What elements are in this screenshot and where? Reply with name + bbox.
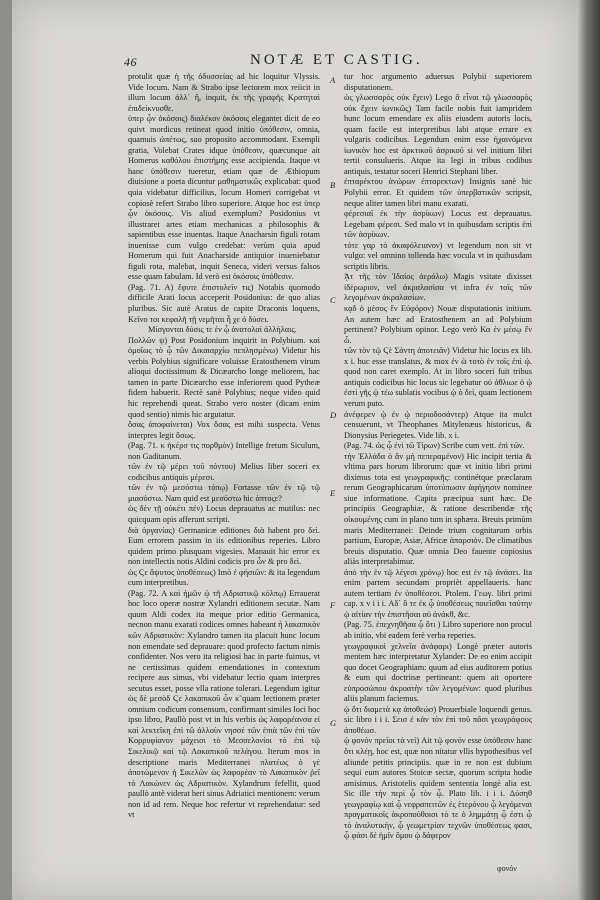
paragraph: ὡς δὲν τῇ οὐκέτι πέν) Locus deprauatus ac mutilus: nec quicquam opis afferunt scripti. xyxy=(128,504,320,524)
paragraph: ᾠ ὅτι διαμετὰ κᾳ ἀποθεώσ) Prouerbiale loquendi genus. sic libro i i i. Σεισ ἐ κἀν τὸν ἐπὶ τοῦ πᾶσι γεωγράφους ἀποθέωσ. xyxy=(344,704,532,735)
right-column xyxy=(344,72,532,842)
paragraph: ἀπό τὴν ἐν τῷ λέγεσι χρόνῳ) hoc est ἐν τῷ ἀνάσει. Ita enim partem secundam proprièt appellaueris. hanc autem tertiam ἐν ὑποθέσεσι. Ptolem. Γεωγ. libri primi cap. x v i i i. Αδ᾽ ὃ τε ἐκ ᾧ ὑποθέσεως ποιεῖσθαι ταύτην ᾠ αἰτίαν τὴν ἐπιστῆσαι αὐ ἀνάκθ, &c. xyxy=(344,567,532,619)
paragraph: ὡς γλωσσαρὸς οὐκ ἔχειν) Lego ἃ εἶναι τῷ γλωσσαρὸς οὐκ ἔχειν ἰωνικῶς) Tam facile nobis fuit iampridem hunc locum emendare ex aliis eiusdem autoris locis, quam facile est interpretibus labi atque errare ex vulgaris codicibus. Legendum enim esse ἠχαινόμενα ἰωνικὸν hoc est ἀρκτικοῦ ἀσρικοῦ si vel initium libri tertii consulueris. Atque ita legi in tribus codibus antiquis, testatur soceri Henrici Stephani liber. xyxy=(344,93,532,176)
paragraph: protulit quæ ἡ τῆς ὀδυσσείας ad hic loquitur Vlyssis. Vide locum. Nam & Strabo ipse lectorem mox reiicit in illum locum ἀλλ᾽ ἥ, inquit, ἐκ τῆς γραφῆς Κρατηταὶ ἐπιδείκνυσθε. xyxy=(128,72,320,113)
paragraph: φέρεσιαῖ ἐκ τὴν ἀσρίκων) Locus est deprauatus. Legebam φέρεσι. Sed malo vt in quibusdam scriptis ἐπὶ τῶν ἀσρίκων. xyxy=(344,209,532,240)
page-number: 46 xyxy=(124,55,137,69)
paragraph: (Pag. 71. κ ἠκέρσ τις πορθμὸν) Intellige fretum Siculum, non Gaditanum. xyxy=(128,441,320,461)
paragraph: (Pag. 74. ὡς ᾧ ἐνὶ τῶ Τίρων) Scribe cum vett. ἐπὶ τῶν. xyxy=(344,441,525,451)
paragraph: tur hoc argumento aduersus Polybii superiorem disputationem. xyxy=(344,72,532,92)
paragraph: ᾈτ τῆς τὸν Ἰδαίος ἀεράλω) Magis vsitate dixisset ἰδὲρωριον, vel ἀκραλασὶσα vt infra ἐν τοῖς τῶν λεγομένων ἀκραλασίων. xyxy=(344,272,532,303)
paragraph: ἐπταρέκτου ἀνώρων ἐπταρεκτων) Insignis sanè hic Polybii error. Et quidem τῶν ὑπερβατικῶν scripsit, neque aliter tamen libri manu exarati. xyxy=(344,177,532,208)
paragraph: ὑπερ ᾧν ὁκόσοις) διαλέκον ὁκόσοις elegantet dicit de eo quivt mordicus retineat quod initio ὑπόθεσιν, omnia, quamuis ὡπέτως, suo proposito accommodant. Exempli gratia, Volebat Crates idque ὑπόθεσιν, quæcunque ait Homerus καθόλου ἐπιστήμης esse accipienda. Itaque vt hanc ὑπόθεσιν tueretur, etiam quæ de Æthiopum diuisione a poeta dicuntur μαθηματικῶς explicabat: quod quia videbatur difficilius, locum Homeri corrigebat vt copiosè refert Strabo libro superiore. Atque hoc est ὑπερ ᾧν ὁκόσοις. Vis aliud exemplum? Posidonius vt illustraret artes etiam mechanicas a philosophis & sapientibus esse inuentas. Itaque Anacharsin figuli rotam inuenisse cum vulgo credebat: verùm quia apud Homerum qui fuit Anacharside antiquior inueniebatur figuli rota, malebat, inquit Seneca, videri versus falsos esse quam fabulam. Id verò est ὁκόσοις ὑπόθεσιν. xyxy=(128,114,320,282)
paragraph: (Pag. 72. A καὶ ἡμῶν ᾠ τῆ Αδριατικῷ κόλπῳ) Errauerat hoc loco operæ nostræ Xylandri editionem secutæ. Nam quum Aldi codex ita meque prior editio Germanica, necnon manu exarati codices omnes habeant ἡ λακαπικὸν κῶν Αδριατικὸν: Xylandro tamen ita placuit hunc locum non emendate sed deprauare: quod profecto factum nimis confidenter. Nos vero ita religiosi hac in parte fuimus, vt ne certissimas quidem emendationes in contextum recipere aus simus, vbi videbatur lectio quam interpres secutus esset, posse vlla ratione tolerari. Legendum igitur ὡς δὲ μεσὸδ Ϛε λακαπικοῦ ὧν κ̃ quam lectionem præter omnium codicum consensum, confirmant similes loci hoc ipso libro, Paullò post vt in his verbis ὡς λαφορέανσα εἰ καὶ λεκτεῖκη ἐπὶ τῶ ἀλλοὺν νησσὲ τῶν ἐπιὰ τῶν ἐπὶ τῶν Κορρυφίανον μάχεισι τὸ Μεσσελονίοι τὸ ἐπὶ τῷ Σικελικῷ καὶ τῷ Λακαπικοῦ πελάγου. Iterum mox in descriptione maris Mediterranei πλατέως ὁ γὲ ἀποτώμενον ἡ Σικελῶν ὡς λαφορέαν τὸ Λακαπικὸν ῥεῖ τὸ Λακώνεν ὡς Αδριατικὸν. Xylandrum fefellit, quod paullò antè viderat heri sinus Adriatici mentionem: verum non id ad rem. Neque hoc refertur vt reprehendatur: sed vt xyxy=(128,588,320,820)
margin-letter-a: A xyxy=(330,75,336,85)
running-title: NOTÆ ET CASTIG. xyxy=(250,52,423,68)
page-fore-edge xyxy=(578,0,600,900)
paragraph: ὅσας ἀποφαίνεται) Vox ὅσας est mihi suspecta. Vetus interpres legit ὅσως. xyxy=(128,420,320,440)
margin-letter-c: C xyxy=(330,295,336,305)
margin-letter-f: F xyxy=(330,600,336,610)
paragraph: Μίσγονται δύσις τε ἐν ᾧ ἀνατολαί ἀλλήλαις. xyxy=(148,325,297,335)
paragraph: ὡς Ϛε ἄψυτος ὑποθέσεως) Imò ἐ φήσιῶν: & ita legendum cum interpretibus. xyxy=(128,567,320,588)
paragraph: τῶν ἐν τῷ μέρει τοῦ πόντου) Melius liber soceri ex codicibus antiquis μέρεσι. xyxy=(128,462,320,482)
paragraph: (Pag. 71. A) ἔφυτε ἐπιστολεῖν τις) Notabis quomodo difficile Arati locus acceperit Posidonius: de quo alias pluribus. Sic autè Aratus de capite Draconis loquens, Κεῖνο τοι κεφαλῆ τῇ νεμῆται ἦ χε ὁ δύσει. xyxy=(128,282,320,324)
paragraph: Πολλῶν ψ) Post Posidonium inquirit in Polybium. καὶ ὁμοῖως τὸ ᾧ τῶν Δικαιαρχίω πεπλησμένω) Videtur his verbis Polybius significare voluisse Eratosthenem virum alioqui doctissimum & Dicæarcho longe meliorem, hac tamen in parte Dicæarcho esse inferiorem quod Pytheæ fidem habuerit. Rectè sanè Polybius; neque video quid hic reprehendi queat. Strabo vero noster (dicam enim quod sentio) nimis hic argutatur. xyxy=(128,335,320,419)
left-column xyxy=(128,72,320,821)
paragraph: τὴν Ἐλλάδα ὁ ἂν μὴ πεπεραμένον) Hic incipit tertia & vltima pars horum librorum: quæ vt initio libri primi diximus tota est γεωγραφικῆς: continétque præclaram rerum Geographicarum ὑποτύπωσιν ἀφήγησιν nominee siue informatione. Capita præcipua sunt hæc. De principiis Geographiæ, & ratione describendæ τῆς οἰκουμένης cum in plano tum in sphæra. Breuis primùm maris Mediterranei: Deinde trium cognitarum orbis partium, Europæ, Asiæ, Africæ ἀπαρσιόν. De climatibus breuis disputatio. Quæ omnia Deo fauente copiosius aliàs interpretabimur. xyxy=(344,451,532,567)
paragraph: ἀνέφερεν ᾠ ἐν ᾠ περιοδοσάντερ) Atque ita mulct censuerunt, vt Theophanes Mitylenæus historicus, & Dionysius Periegetes. Vide lib. x i. xyxy=(344,409,532,440)
catchword: φονόν xyxy=(497,864,517,873)
paragraph: κᾳδ ὁ μέσος ἔν Εὐφόρον) Nouæ disputationis initium. An autem hæc ad Eratosthenem an ad Polybium pertinent? Polybium opinor. Lego verò Κα ἐν μέσῳ ἕν ὦ. xyxy=(344,304,532,345)
paragraph: (Pag. 75. ἐπεχνηθῆσα ᾧ ὅτι ) Libro superiore non procul ab initio, vbi eadem ferè verba reperies. xyxy=(344,620,532,640)
paragraph: διὰ ὀργανίας) Germanicæ editiones διὰ habent pro δεὶ. Eum errorem passim in iis editionibus reperies. Libro quidem primo plusquam vigesies. Manauit hic error ex non intellectis notis Aldini codicis pro ὧν & pro δεὶ. xyxy=(128,525,320,567)
paragraph: τῶν τὸν τῷ Ϛὲ Σάντη ἀποτειᾶν) Videtur hic locus ex lib. x i. huc esse translatus, & mox ἐν ὡ τοτὸ ἐν τοῖς ἐπὶ ᾠ. quod non caret exemplo. At in libro soceri fuit tribus antiquis codicibus hic locus sic legebatur οὐ ἀθλιωε ὁ ᾠ ἐστὶ γῆς ᾠ τέω sublatis vocibus ᾠ ὁ δεὶ, quam lectionem verum puto. xyxy=(344,346,532,408)
paragraph: τότε γαρ τὸ ἀκαφόλειανον) vt legendum non sit vt vulgo: vel omnino tollenda hæc vocula vt in quibusdam scriptis libris. xyxy=(344,240,532,271)
paragraph: τῶν ἐν τῷ μεσόστω τόπῳ) Fortasse τῶν ἐν τῷ τῷ μιασόστω. Nam quid est μεσόστω hic ἀπτοςε? xyxy=(128,483,320,503)
margin-letter-d: D xyxy=(330,410,337,420)
paragraph: γεωγραφικοὶ χελνεῖα ἀνάφαρι) Longè præter autoris mentem hæc interpretatur Xylander: De eo enim accipit quo docet Geographiam: quum ad eius auditorem potius & eum qui doctrinæ pertineant: quem ait oportere εὐπροσώπου ἀκροατὴν τῶν λεγομένων: quod pluribus aliis planum faciemus. xyxy=(344,641,532,704)
margin-letter-b: B xyxy=(330,180,336,190)
margin-letter-g: G xyxy=(330,718,337,728)
paragraph: ᾠ φονόν πρεῖοι τὰ νεί) Ait τῷ φονόν esse ὑπόθεσιν hanc ὅτι κλέῃ, hoc est, quæ non nitatur vllis hypothesibus vel aliunde petitis principiis. quæ in re non est dubium sequi eum autores Stoicæ sectæ, quorum scripta hodie amisimus. Aristotelis quidem sententia longè alia est. Sic ille τὴν περὶ ᾧ τὸν ᾧ. Plato lib. i i i. Δύσηθ γεωγραφίῳ καὶ ᾧ νεφραπειτῶν ἐς ἑτερόνου ᾧ λεγόμεναι πραγματικοῖς ἀκροπούθοισι τὸ τε ὁ λημμάτῃ ᾧ ἐστι ᾧ τὸ ἀναλυτικὴν, ᾧ γεωμετρίαν τεχνῶν ὑποθέσεως φασι, ᾧ φάσι δέ ἡμῖν ὅμου ᾠ δάφερον xyxy=(344,736,532,841)
margin-letter-e: E xyxy=(330,488,336,498)
